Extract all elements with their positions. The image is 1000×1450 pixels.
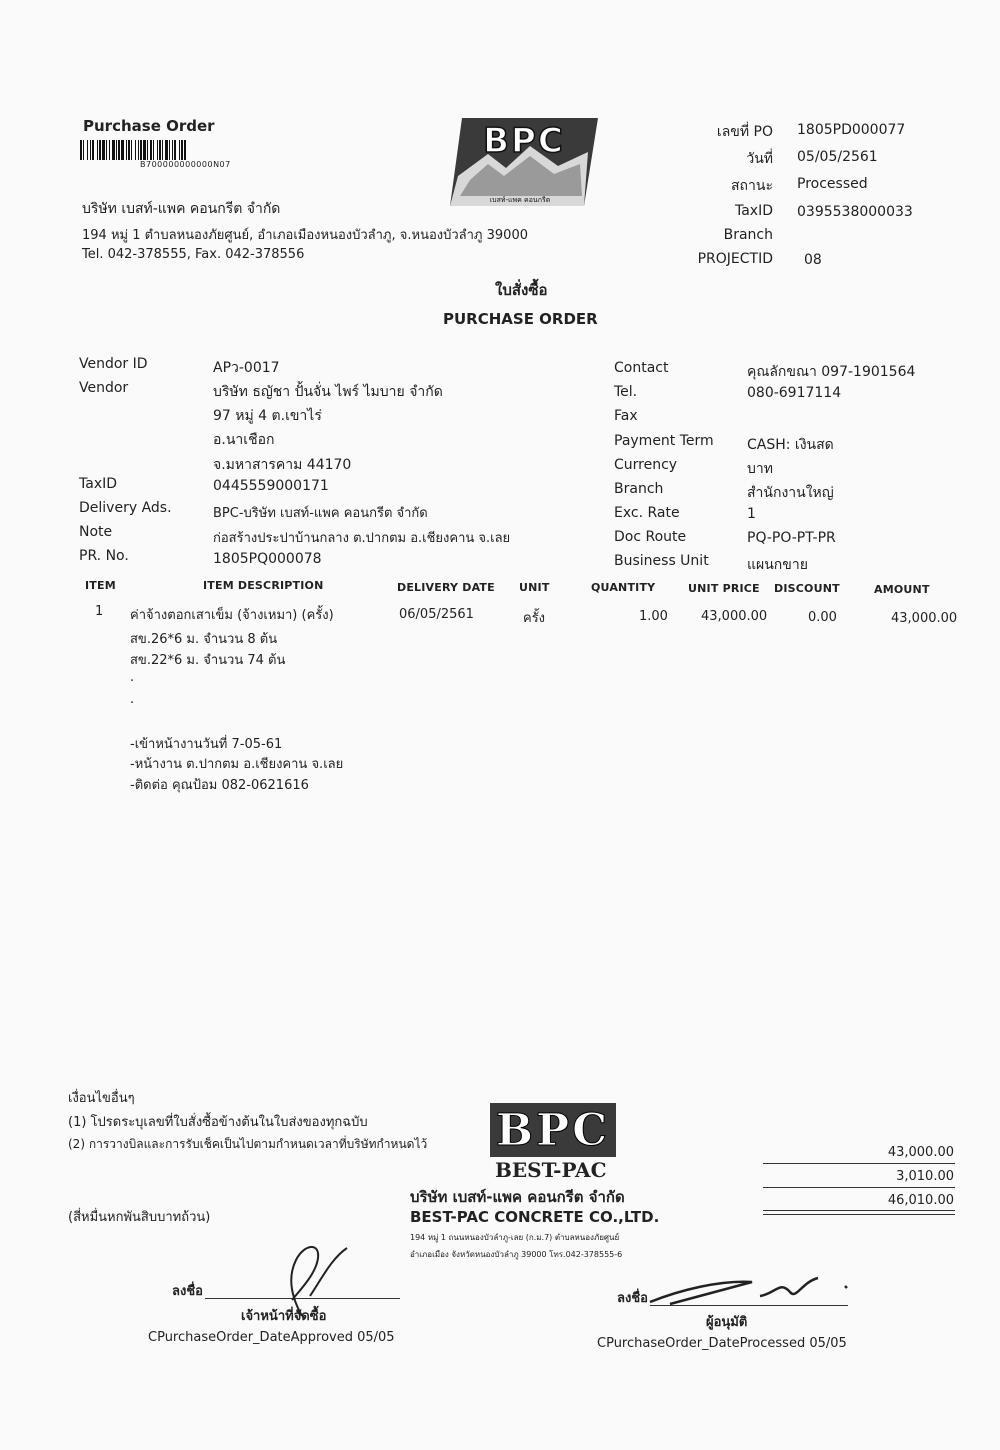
total-double-underline [763, 1210, 955, 1211]
left-sign-label: ลงชื่อ [172, 1284, 203, 1299]
row-discount: 0.00 [808, 610, 837, 625]
note-label: Note [79, 524, 113, 540]
stamp-brand: BEST-PAC [495, 1158, 607, 1182]
left-sign-role: เจ้าหน้าที่จัดซื้อ [241, 1309, 327, 1324]
th-quantity: QUANTITY [591, 581, 656, 594]
doc-title-th: ใบสั่งซื้อ [495, 281, 548, 299]
pr-no-label: PR. No. [79, 548, 129, 564]
vendor-addr2: อ.นาเชือก [213, 432, 275, 448]
company-address: 194 หมู่ 1 ตำบลหนองภัยศูนย์, อำเภอเมืองหนองบัวลำภู, จ.หนองบัวลำภู 39000 [82, 228, 528, 243]
po-meta-label: เลขที่ PO [716, 124, 773, 140]
order-info-label: Branch [614, 481, 664, 497]
vendor-addr3: จ.มหาสารคาม 44170 [213, 457, 352, 473]
po-meta-value: 05/05/2561 [797, 149, 878, 165]
desc-line-7: -ติดต่อ คุณป้อม 082-0621616 [130, 778, 309, 793]
row-unit: ครั้ง [523, 611, 546, 626]
order-info-label: Contact [614, 360, 669, 376]
order-info-value: คุณลักขณา 097-1901564 [747, 364, 916, 380]
order-info-label: Currency [614, 457, 678, 473]
vendor-id-label: Vendor ID [79, 356, 148, 372]
delivery-label: Delivery Ads. [79, 500, 172, 516]
order-info-label: Business Unit [614, 553, 709, 569]
row-unit-price: 43,000.00 [701, 609, 768, 624]
barcode [80, 140, 305, 160]
logo-tagline: เบสท์-แพค คอนกรีต [489, 196, 551, 204]
desc-line-4: . [130, 692, 135, 707]
order-info-value: สำนักงานใหญ่ [747, 485, 834, 501]
po-meta-value: Processed [797, 176, 868, 192]
th-delivery-date: DELIVERY DATE [397, 581, 495, 594]
desc-line-6: -หน้างาน ต.ปากตม อ.เชียงคาน จ.เลย [130, 757, 344, 772]
order-info-label: Fax [614, 408, 638, 424]
condition-1: (1) โปรดระบุเลขที่ใบสั่งซื้อข้างต้นในใบส่งของทุกฉบับ [68, 1115, 368, 1130]
row-quantity: 1.00 [639, 609, 668, 624]
po-meta-label: Branch [723, 227, 773, 243]
po-meta-label: PROJECTID [697, 251, 773, 267]
left-sign-footer: CPurchaseOrder_DateApproved 05/05 [148, 1330, 395, 1345]
conditions-title: เงื่อนไขอื่นๆ [68, 1091, 135, 1106]
po-meta-value: 0395538000033 [797, 204, 913, 220]
vat-amount: 3,010.00 [896, 1169, 954, 1184]
order-info-label: Exc. Rate [614, 505, 680, 521]
stamp-logo [490, 1103, 616, 1157]
vendor-addr1: 97 หมู่ 4 ต.เขาไร่ [213, 408, 322, 424]
right-signature-scribble [640, 1270, 855, 1310]
desc-line-1: สข.26*6 ม. จำนวน 8 ต้น [130, 632, 278, 647]
company-logo [448, 116, 600, 208]
row-delivery-date: 06/05/2561 [399, 607, 474, 622]
taxid-value: 0445559000171 [213, 478, 329, 494]
order-info-value: CASH: เงินสด [747, 437, 834, 453]
order-info-label: Tel. [614, 384, 638, 400]
order-info-value: PQ-PO-PT-PR [747, 530, 836, 546]
po-meta-label: วันที่ [746, 151, 773, 167]
total-divider [763, 1187, 955, 1188]
pr-no-value: 1805PQ000078 [213, 551, 322, 567]
th-item: ITEM [85, 579, 116, 592]
stamp-name-en: BEST-PAC CONCRETE CO.,LTD. [410, 1208, 660, 1226]
total-divider [763, 1163, 955, 1164]
row-item: 1 [95, 604, 104, 619]
order-info-value: 080-6917114 [747, 385, 842, 401]
po-meta-value: 08 [804, 252, 822, 268]
right-sign-role: ผู้อนุมัติ [706, 1315, 748, 1330]
stamp-addr2: อำเภอเมือง จังหวัดหนองบัวลำภู 39000 โทร.042-378555-6 [410, 1250, 623, 1259]
stamp-addr1: 194 หมู่ 1 ถนนหนองบัวลำภู-เลย (ก.ม.7) ตำบลหนองภัยศูนย์ [410, 1233, 620, 1242]
order-info-label: Doc Route [614, 529, 687, 545]
vendor-name: บริษัท ธญัชา ปั้นจั่น ไพร์ ไมบาย จำกัด [213, 384, 443, 400]
th-description: ITEM DESCRIPTION [203, 579, 324, 592]
total-double-underline [763, 1214, 955, 1215]
stamp-logo-text: BPC [495, 1105, 611, 1156]
note-value: ก่อสร้างประปาบ้านกลาง ต.ปากตม อ.เชียงคาน จ.เลย [213, 531, 511, 546]
company-name: บริษัท เบสท์-แพค คอนกรีต จำกัด [82, 201, 281, 217]
page-title: Purchase Order [83, 117, 215, 135]
order-info-label: Payment Term [614, 433, 714, 449]
grand-total: 46,010.00 [887, 1193, 954, 1208]
order-info-value: บาท [747, 461, 773, 477]
po-meta-label: สถานะ [731, 178, 773, 194]
right-sign-footer: CPurchaseOrder_DateProcessed 05/05 [597, 1336, 847, 1351]
stamp-name-th: บริษัท เบสท์-แพค คอนกรีต จำกัด [410, 1188, 625, 1206]
order-info-value: แผนกขาย [747, 557, 808, 573]
th-amount: AMOUNT [874, 583, 930, 596]
taxid-label: TaxID [79, 476, 118, 492]
barcode-text: B700000000000N07 [140, 160, 231, 169]
company-contact: Tel. 042-378555, Fax. 042-378556 [82, 247, 305, 262]
subtotal: 43,000.00 [887, 1145, 954, 1160]
th-unit-price: UNIT PRICE [688, 582, 760, 595]
desc-line-2: สข.22*6 ม. จำนวน 74 ต้น [130, 653, 286, 668]
th-discount: DISCOUNT [774, 582, 840, 595]
row-description: ค่าจ้างตอกเสาเข็ม (จ้างเหมา) (ครั้ง) [130, 608, 334, 623]
vendor-label: Vendor [79, 380, 129, 396]
po-meta-value: 1805PD000077 [797, 122, 906, 138]
right-sign-label: ลงชื่อ [617, 1291, 648, 1306]
po-meta-label: TaxID [734, 203, 773, 219]
condition-2: (2) การวางบิลและการรับเช็คเป็นไปตามกำหนดเวลาที่บริษัทกำหนดไว้ [68, 1137, 428, 1151]
th-unit: UNIT [519, 581, 550, 594]
logo-text: BPC [483, 121, 565, 161]
delivery-value: BPC-บริษัท เบสท์-แพค คอนกรีต จำกัด [213, 506, 428, 521]
desc-line-5: -เข้าหน้างานวันที่ 7-05-61 [130, 737, 283, 752]
vendor-id-value: APว-0017 [213, 360, 280, 376]
desc-line-3: . [130, 670, 135, 685]
doc-title-en: PURCHASE ORDER [443, 310, 598, 328]
order-info-value: 1 [747, 506, 756, 522]
row-amount: 43,000.00 [891, 611, 958, 626]
amount-in-words: (สี่หมื่นหกพันสิบบาทถ้วน) [68, 1210, 211, 1225]
